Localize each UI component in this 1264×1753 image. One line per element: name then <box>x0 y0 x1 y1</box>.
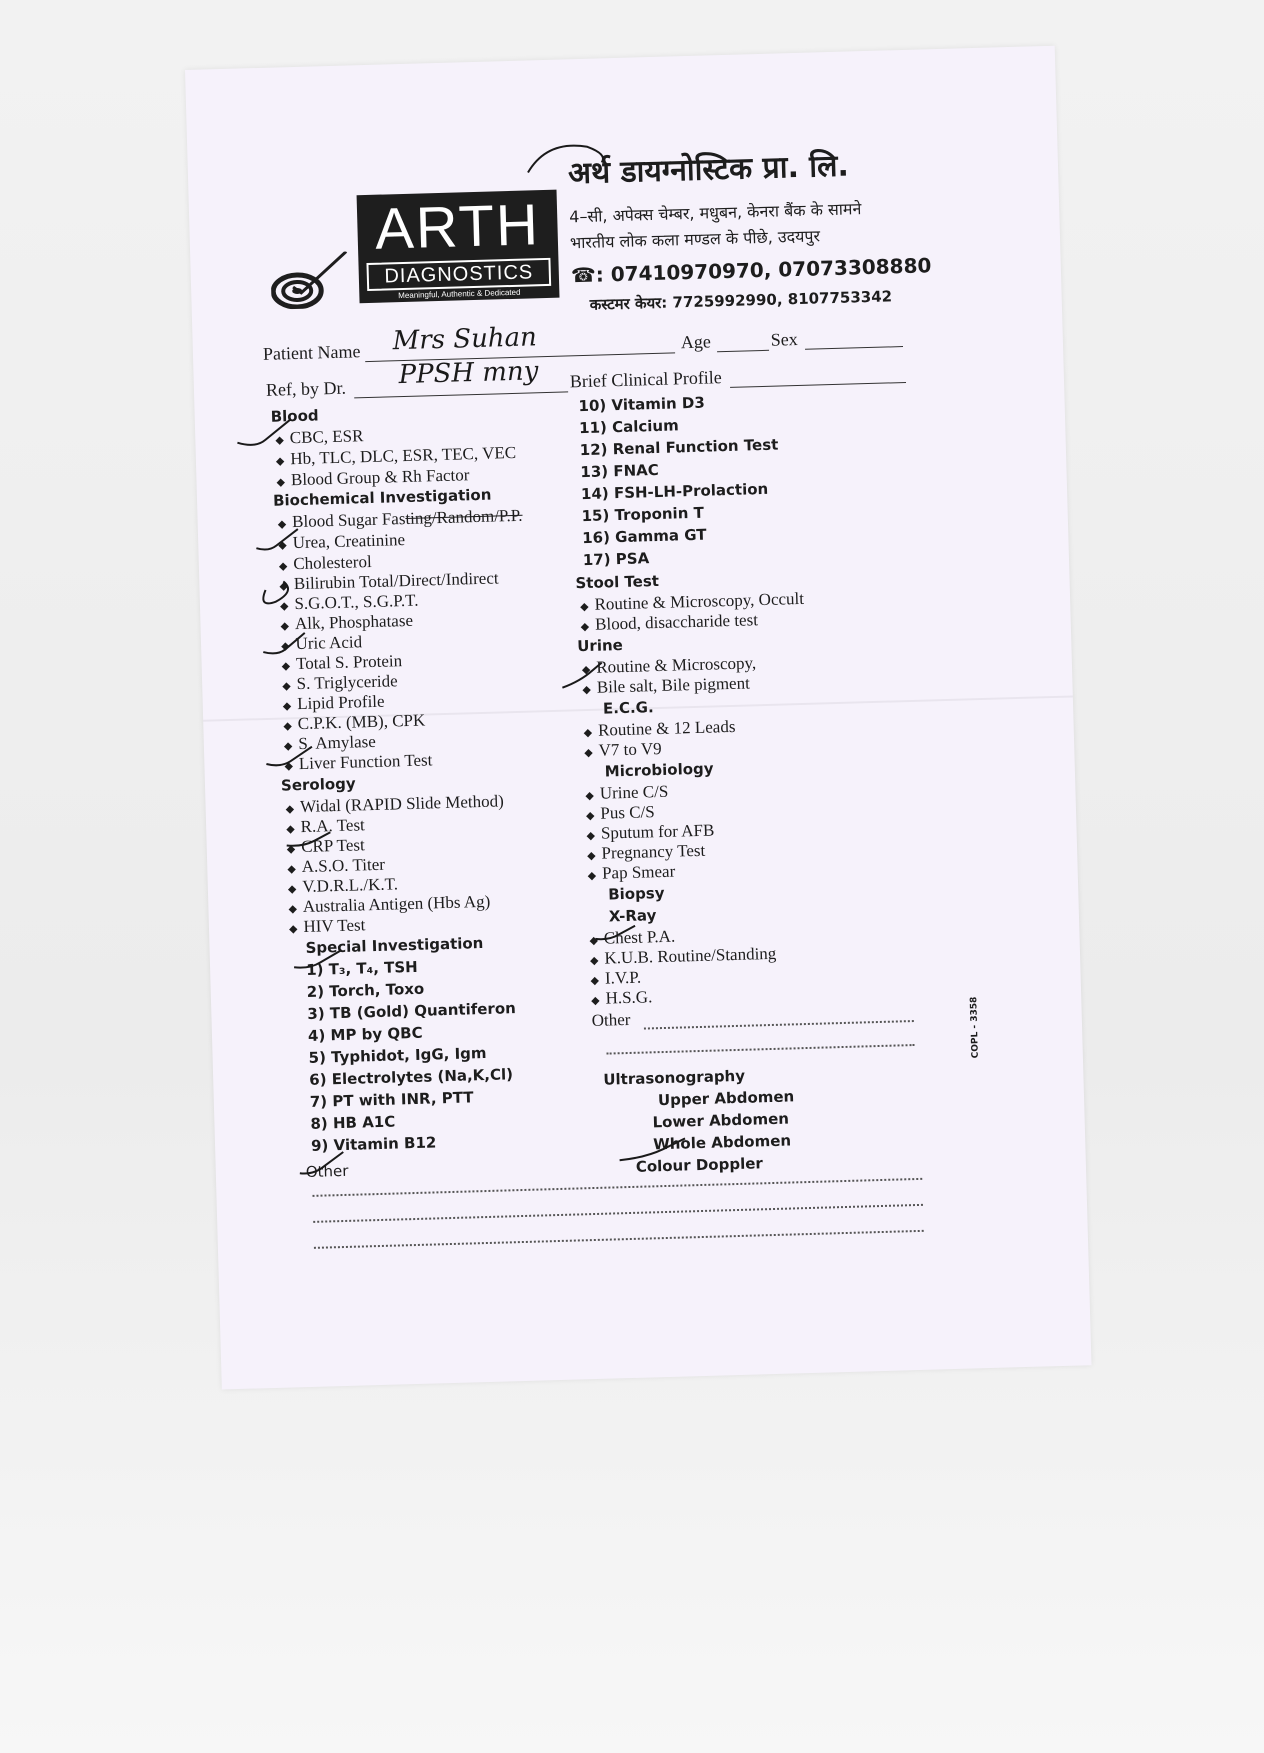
stool-heading: Stool Test <box>575 571 660 593</box>
list-item[interactable]: ◆ Widal (RAPID Slide Method) <box>285 791 505 817</box>
list-item[interactable]: ◆ HIV Test <box>288 915 366 937</box>
list-item[interactable]: ◆ C.P.K. (MB), CPK <box>283 710 426 734</box>
list-item[interactable]: ◆ Sputum for AFB <box>586 820 715 843</box>
list-item[interactable]: ◆ Lipid Profile <box>282 691 385 714</box>
list-item[interactable]: Lower Abdomen <box>652 1109 790 1132</box>
list-item[interactable]: ◆ Urea, Creatinine <box>278 530 406 553</box>
list-item[interactable]: ◆ Blood Sugar Fasting/Random/P.P. <box>277 505 523 532</box>
age-label: Age <box>680 331 712 353</box>
list-item[interactable]: 10) Vitamin D3 <box>578 393 706 416</box>
list-item[interactable]: ◆ V.D.R.L./K.T. <box>287 874 399 897</box>
blood-heading: Blood <box>270 406 319 426</box>
clinical-profile-line[interactable] <box>730 382 906 388</box>
list-item[interactable]: ◆ Routine & 12 Leads <box>583 716 736 740</box>
list-item[interactable]: ◆ I.V.P. <box>590 967 642 988</box>
phone-icon: ☎ <box>570 262 597 288</box>
list-item[interactable]: Colour Doppler <box>635 1154 764 1176</box>
ecg-heading: E.C.G. <box>602 698 654 718</box>
logo <box>268 179 572 317</box>
patient-name-label: Patient Name <box>262 341 361 364</box>
other-line[interactable] <box>607 1044 915 1055</box>
other-line[interactable] <box>314 1230 924 1249</box>
xray-heading: X-Ray <box>608 906 657 926</box>
list-item[interactable]: 15) Troponin T <box>581 503 705 526</box>
list-item[interactable]: ◆ V7 to V9 <box>584 738 662 760</box>
list-item[interactable]: ◆ Hb, TLC, DLC, ESR, TEC, VEC <box>275 442 517 469</box>
patient-name-value[interactable]: Mrs Suhan <box>392 322 538 357</box>
list-item[interactable]: Upper Abdomen <box>657 1087 795 1110</box>
list-item[interactable]: ◆ Alk, Phosphatase <box>280 610 414 634</box>
list-item[interactable]: ◆ CRP Test <box>286 835 365 857</box>
clinical-profile-label: Brief Clinical Profile <box>569 367 723 392</box>
list-item[interactable]: ◆ Uric Acid <box>280 632 363 654</box>
list-item[interactable]: ◆ R.A. Test <box>286 815 366 837</box>
list-item[interactable]: 3) TB (Gold) Quantiferon <box>307 999 517 1023</box>
list-item[interactable]: ◆ Pus C/S <box>585 802 655 823</box>
list-item[interactable]: ◆ Liver Function Test <box>284 750 433 774</box>
ref-label: Ref, by Dr. <box>265 377 347 400</box>
list-item[interactable]: ◆ K.U.B. Routine/Standing <box>589 943 777 968</box>
biochem-heading: Biochemical Investigation <box>272 485 492 510</box>
list-item[interactable]: ◆ CBC, ESR <box>275 426 364 448</box>
list-item[interactable]: ◆ Bile salt, Bile pigment <box>582 673 751 697</box>
list-item[interactable]: ◆ Urine C/S <box>585 781 669 803</box>
phone-numbers <box>571 253 932 287</box>
sex-line[interactable] <box>805 346 903 350</box>
list-item[interactable]: ◆ Total S. Protein <box>281 651 403 674</box>
customer-care: कस्टमर केयर: 7725992990, 8107753342 <box>589 287 893 314</box>
list-item[interactable]: ◆ S. Triglyceride <box>282 671 398 694</box>
list-item[interactable]: 4) MP by QBC <box>307 1023 423 1045</box>
list-item[interactable]: 5) Typhidot, IgG, Igm <box>308 1043 487 1067</box>
list-item[interactable]: 14) FSH-LH-Prolaction <box>580 479 769 504</box>
list-item[interactable]: ◆ Blood Group & Rh Factor <box>276 465 470 490</box>
phone-text: : 07410970970, 07073308880 <box>595 253 932 287</box>
list-item[interactable]: ◆ Australia Antigen (Hbs Ag) <box>288 891 491 917</box>
list-item[interactable]: ◆ Pregnancy Test <box>586 840 706 863</box>
list-item[interactable]: 11) Calcium <box>578 416 679 438</box>
age-line[interactable] <box>717 350 769 352</box>
list-item[interactable]: 8) HB A1C <box>310 1112 396 1133</box>
other-line[interactable] <box>313 1204 923 1223</box>
address-line-2: भारतीय लोक कला मण्डल के पीछे, उदयपुर <box>569 226 821 253</box>
serology-heading: Serology <box>280 774 356 795</box>
usg-heading: Ultrasonography <box>603 1066 746 1089</box>
logo-arth: ARTH <box>374 192 541 262</box>
microbiology-heading: Microbiology <box>604 759 714 781</box>
special-heading: Special Investigation <box>305 934 484 957</box>
sex-label: Sex <box>770 328 799 350</box>
other-line[interactable] <box>644 1020 914 1030</box>
logo-diagnostics: DIAGNOSTICS <box>366 258 551 291</box>
other-line[interactable] <box>312 1178 922 1197</box>
list-item[interactable]: ◆ Bilirubin Total/Direct/Indirect <box>279 568 499 594</box>
logo-tagline: Meaningful, Authentic & Dedicated <box>398 287 521 301</box>
other-label: Other <box>591 1009 631 1031</box>
logo-box <box>357 190 560 304</box>
list-item[interactable]: ◆ H.S.G. <box>590 987 653 1008</box>
list-item[interactable]: 2) Torch, Toxo <box>306 979 425 1001</box>
list-item[interactable]: ◆ Chest P.A. <box>589 926 676 948</box>
requisition-form <box>185 46 1092 1390</box>
ref-line <box>354 391 568 398</box>
form-code: COPL - 3358 <box>969 996 981 1059</box>
list-item[interactable]: 17) PSA <box>582 549 650 570</box>
list-item[interactable]: 1) T₃, T₄, TSH <box>305 957 418 979</box>
target-tick-icon <box>270 252 350 310</box>
other-label: Other <box>305 1161 349 1182</box>
ref-value[interactable]: PPSH mny <box>398 356 539 391</box>
list-item[interactable]: ◆ S. Amylase <box>283 731 377 754</box>
list-item[interactable]: Whole Abdomen <box>652 1131 792 1154</box>
urine-heading: Urine <box>576 636 624 656</box>
list-item[interactable]: ◆ Routine & Microscopy, Occult <box>579 588 805 614</box>
company-name-hindi: अर्थ डायग्नोस्टिक प्रा. लि. <box>567 148 850 192</box>
list-item[interactable]: ◆ Blood, disaccharide test <box>580 610 759 634</box>
list-item[interactable]: 12) Renal Function Test <box>579 435 779 460</box>
list-item[interactable]: 16) Gamma GT <box>581 525 707 548</box>
list-item[interactable]: 9) Vitamin B12 <box>310 1133 437 1155</box>
list-item[interactable]: ◆ Routine & Microscopy, <box>581 653 757 677</box>
list-item[interactable]: 7) PT with INR, PTT <box>309 1088 474 1111</box>
list-item[interactable]: ◆ A.S.O. Titer <box>287 854 386 877</box>
address-line-1: 4–सी, अपेक्स चेम्बर, मधुबन, केनरा बैंक के सामने <box>568 199 862 227</box>
list-item[interactable]: ◆ Cholesterol <box>278 551 372 574</box>
list-item[interactable]: ◆ S.G.O.T., S.G.P.T. <box>279 590 419 614</box>
biopsy-heading[interactable]: Biopsy <box>607 883 665 904</box>
list-item[interactable]: 13) FNAC <box>580 460 659 482</box>
list-item[interactable]: 6) Electrolytes (Na,K,Cl) <box>308 1065 514 1089</box>
list-item[interactable]: ◆ Pap Smear <box>587 861 676 883</box>
